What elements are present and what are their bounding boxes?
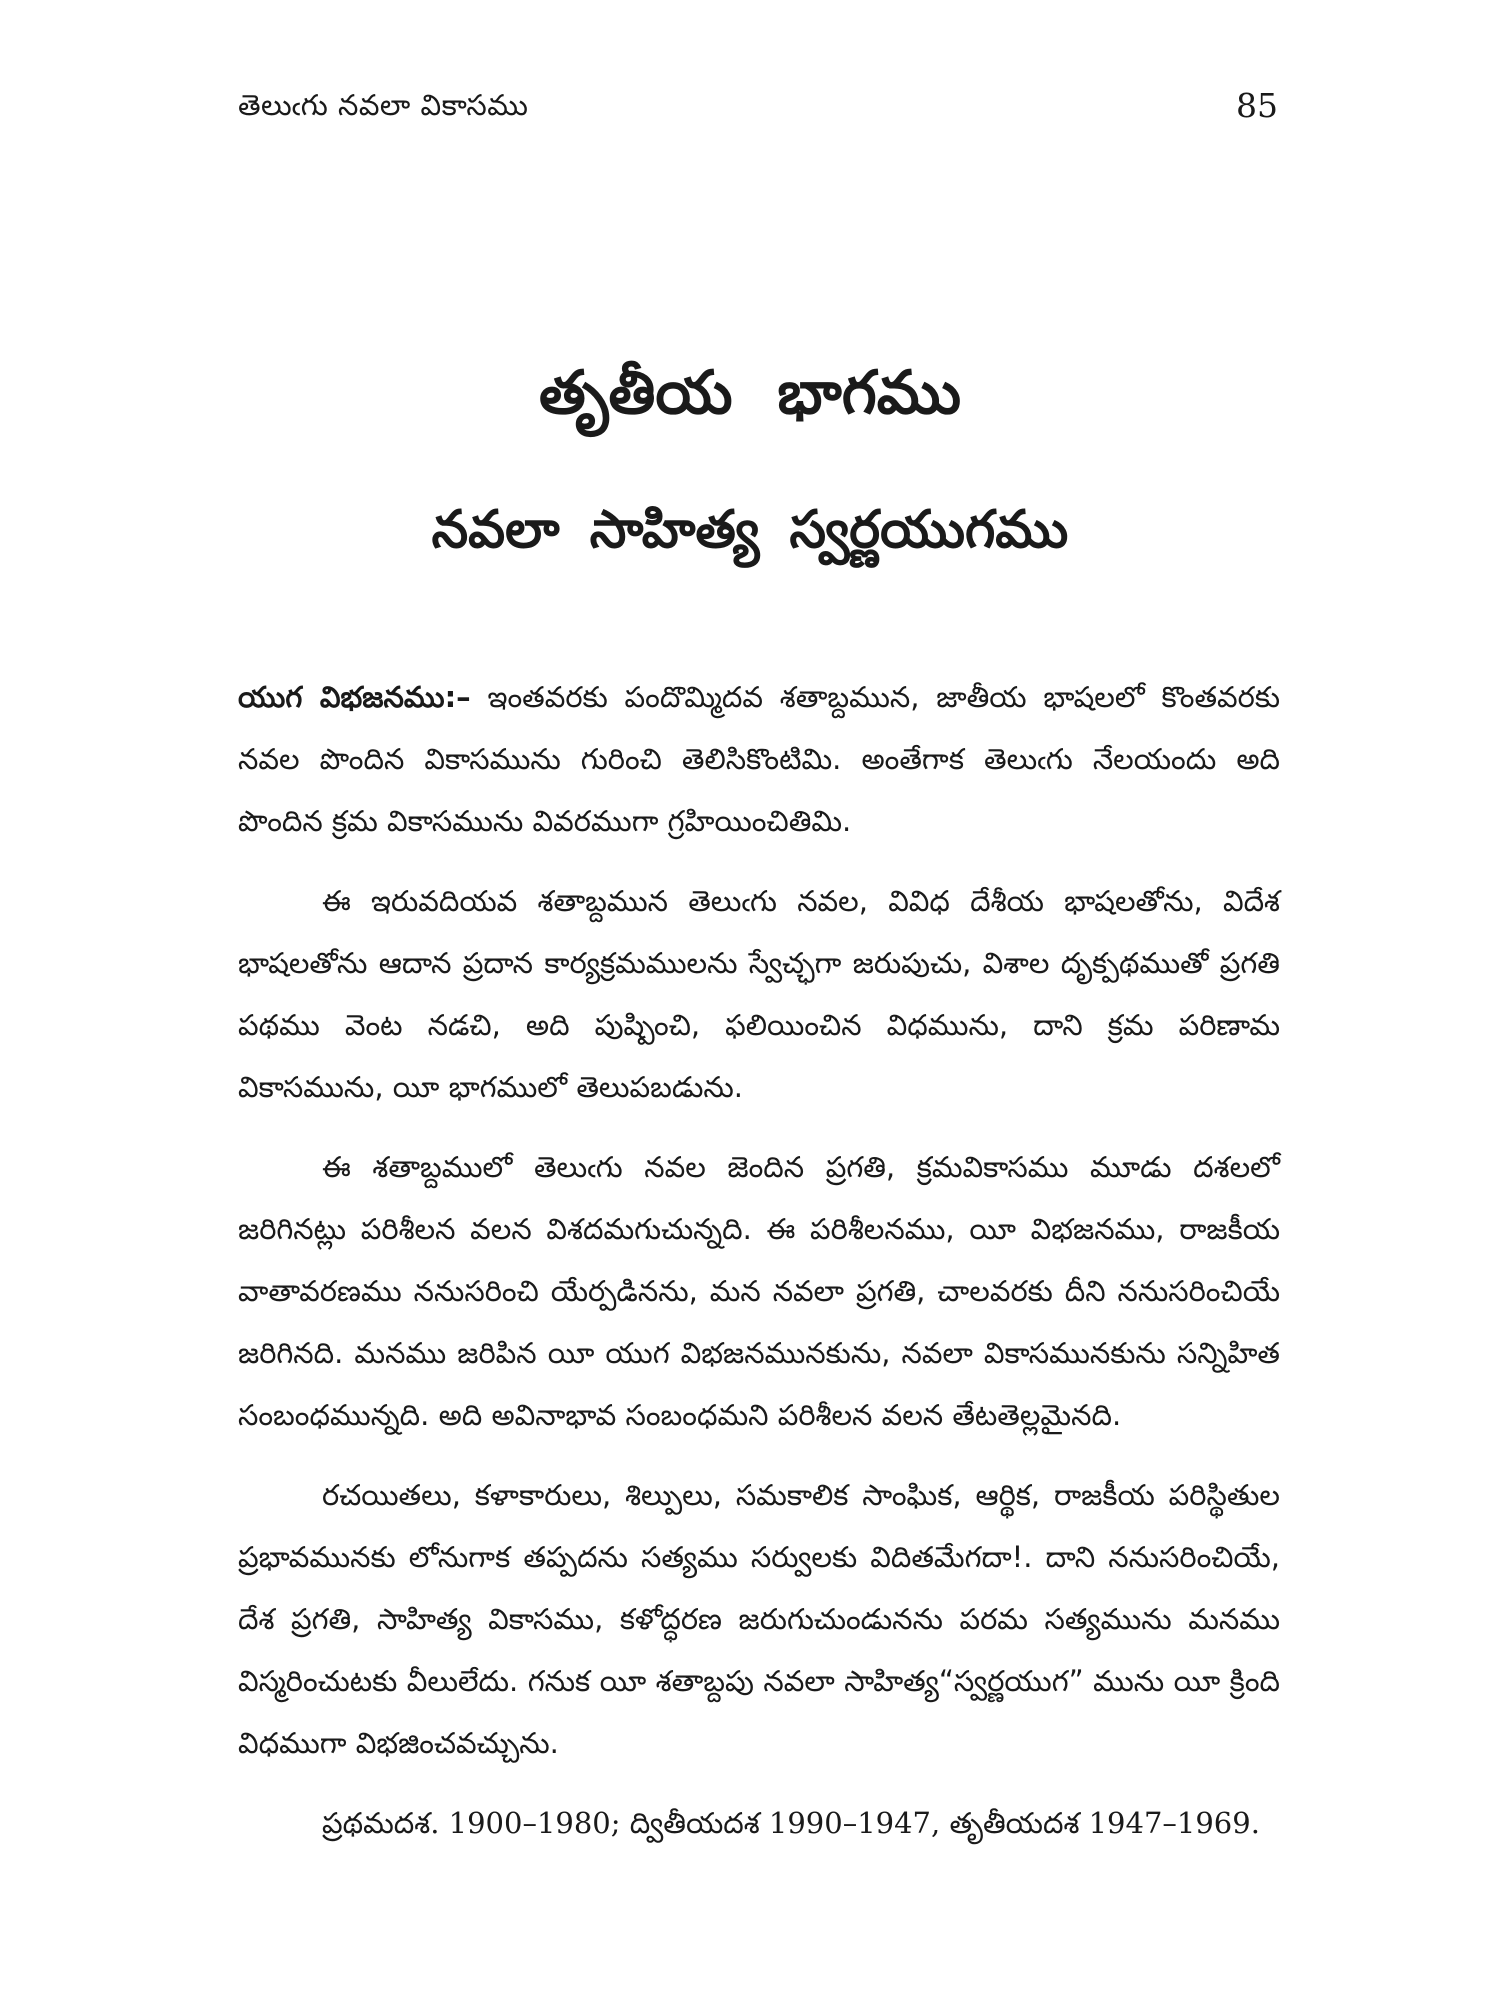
paragraph-1 xyxy=(238,666,1280,852)
paragraph-5-phases: ప్రథమదశ. 1900–1980; ద్వితీయదశ 1990–1947, తృతీయదశ 1947–1969. xyxy=(322,1806,1260,1840)
paragraph-4: రచయితలు, కళాకారులు, శిల్పులు, సమకాలిక సాంఘిక, ఆర్థిక, రాజకీయ పరిస్థితుల ప్రభావమునకు లోనుగాక తప్పదను సత్యము సర్వులకు విదితమేగదా!. దాని ననుసరించియే, దేశ ప్రగతి, సాహిత్య వికాసము, కళోద్ధరణ జరుగుచుండునను పరమ సత్యమును మనము విస్మరించుటకు వీలులేదు. గనుక యీ శతాబ్దపు నవలా సాహిత్య“స్వర్ణయుగ” మును యీ క్రింది విధముగా విభజించవచ్చును. xyxy=(238,1478,1280,1760)
chapter-title: నవలా సాహిత్య స్వర్ణయుగము xyxy=(431,500,1069,560)
part-title: తృతీయ భాగము xyxy=(539,358,961,428)
paragraph-1-text: ఇంతవరకు పందొమ్మిదవ శతాబ్దమున, జాతీయ భాషలలో కొంతవరకు నవల పొందిన వికాసమును గురించి తెలిసికొంటిమి. అంతేగాక తెలుఁగు నేలయందు అది పొందిన క్రమ వికాసమును వివరముగా గ్రహియించితిమి. xyxy=(238,680,1281,838)
body-text xyxy=(238,666,1280,1872)
section-heading-runin: యుగ విభజనము:– xyxy=(238,680,471,714)
paragraph-2: ఈ ఇరువదియవ శతాబ్దమున తెలుఁగు నవల, వివిధ దేశీయ భాషలతోను, విదేశ భాషలతోను ఆదాన ప్రదాన కార్యక్రమములను స్వేచ్ఛగా జరుపుచు, విశాల దృక్పథముతో ప్రగతి పథము వెంట నడచి, అది పుష్పించి, ఫలియించిన విధమును, దాని క్రమ పరిణామ వికాసమును, యీ భాగములో తెలుపబడును. xyxy=(238,884,1280,1104)
running-header-title: తెలుఁగు నవలా వికాసము xyxy=(238,88,529,122)
page-number: 85 xyxy=(1236,86,1278,125)
paragraph-3: ఈ శతాబ్దములో తెలుఁగు నవల జెందిన ప్రగతి, క్రమవికాసము మూడు దశలలో జరిగినట్లు పరిశీలన వలన విశదమగుచున్నది. ఈ పరిశీలనము, యీ విభజనము, రాజకీయ వాతావరణము ననుసరించి యేర్పడినను, మన నవలా ప్రగతి, చాలవరకు దీని ననుసరించియే జరిగినది. మనము జరిపిన యీ యుగ విభజనమునకును, నవలా వికాసమునకును సన్నిహిత సంబంధమున్నది. అది అవినాభావ సంబంధమని పరిశీలన వలన తేటతెల్లమైనది. xyxy=(238,1150,1280,1432)
